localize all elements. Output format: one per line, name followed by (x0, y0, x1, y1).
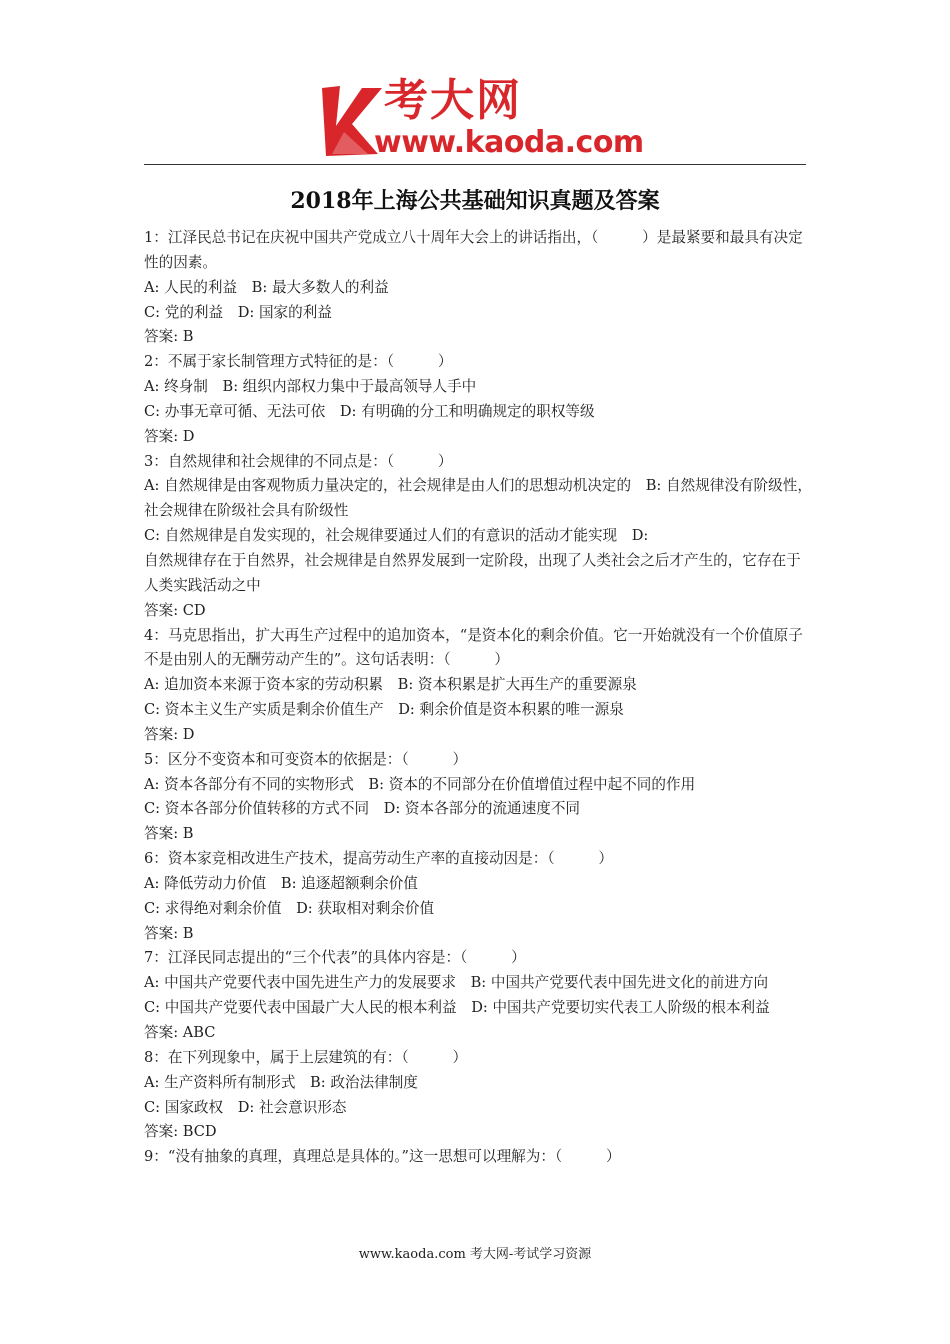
question-9-stem: 9：“没有抽象的真理，真理总是具体的。”这一思想可以理解为：（ ） (144, 1148, 621, 1166)
question-2-options-cd: C: 办事无章可循、无法可依 D: 有明确的分工和明确规定的职权等级 (144, 402, 595, 420)
question-3-answer: 答案: CD (144, 601, 206, 619)
question-7-options-cd: C: 中国共产党要代表中国最广大人民的根本利益 D: 中国共产党要切实代表工人阶级的根本利益 (144, 999, 770, 1017)
question-2-options-ab: A: 终身制 B: 组织内部权力集中于最高领导人手中 (144, 378, 477, 396)
question-3-option-d: 自然规律存在于自然界，社会规律是自然界发展到一定阶段，出现了人类社会之后才产生的，它存在于人类实践活动之中 (144, 551, 801, 594)
question-6-answer: 答案: B (144, 924, 194, 942)
question-2-answer: 答案: D (144, 427, 195, 445)
site-logo (318, 76, 648, 162)
question-1-options-cd: C: 党的利益 D: 国家的利益 (144, 303, 332, 321)
page-footer: www.kaoda.com 考大网-考试学习资源 (358, 1247, 592, 1262)
brand-name: 考大网 (384, 75, 522, 126)
question-2-stem: 2：不属于家长制管理方式特征的是：（ ） (144, 353, 453, 371)
question-1-options-ab: A: 人民的利益 B: 最大多数人的利益 (144, 278, 389, 296)
question-8-answer: 答案: BCD (144, 1123, 217, 1141)
brand-url: www.kaoda.com (374, 125, 644, 160)
question-list (144, 226, 812, 1170)
question-4-stem: 4：马克思指出，扩大再生产过程中的追加资本，“是资本化的剩余价值。它一开始就没有一个价值原子不是由别人的无酬劳动产生的”。这句话表明：（ ） (144, 626, 803, 669)
question-3-options-ab: A: 自然规律是由客观物质力量决定的，社会规律是由人们的思想动机决定的 B: 自然规律没有阶级性，社会规律在阶级社会具有阶级性 (144, 477, 812, 520)
question-5-options-ab: A: 资本各部分有不同的实物形式 B: 资本的不同部分在价值增值过程中起不同的作用 (144, 775, 696, 793)
question-7-options-ab: A: 中国共产党要代表中国先进生产力的发展要求 B: 中国共产党要代表中国先进文化的前进方向 (144, 974, 769, 992)
question-5-answer: 答案: B (144, 825, 194, 843)
question-6-options-cd: C: 求得绝对剩余价值 D: 获取相对剩余价值 (144, 899, 435, 917)
question-5-options-cd: C: 资本各部分价值转移的方式不同 D: 资本各部分的流通速度不同 (144, 800, 581, 818)
question-8-options-cd: C: 国家政权 D: 社会意识形态 (144, 1098, 347, 1116)
question-4-answer: 答案: D (144, 725, 195, 743)
question-6-options-ab: A: 降低劳动力价值 B: 追逐超额剩余价值 (144, 874, 418, 892)
page-title: 2018年上海公共基础知识真题及答案 (290, 188, 660, 214)
question-7-answer: 答案: ABC (144, 1024, 216, 1041)
question-5-stem: 5：区分不变资本和可变资本的依据是：（ ） (144, 750, 468, 768)
question-1-stem: 1：江泽民总书记在庆祝中国共产党成立八十周年大会上的讲话指出，（ ）是最紧要和最具有决定性的因素。 (144, 229, 803, 271)
question-4-options-cd: C: 资本主义生产实质是剩余价值生产 D: 剩余价值是资本积累的唯一源泉 (144, 701, 624, 719)
question-6-stem: 6：资本家竞相改进生产技术，提高劳动生产率的直接动因是：（ ） (144, 850, 613, 868)
question-7-stem: 7：江泽民同志提出的“三个代表”的具体内容是：（ ） (144, 949, 526, 967)
question-8-options-ab: A: 生产资料所有制形式 B: 政治法律制度 (144, 1073, 418, 1091)
question-3-stem: 3：自然规律和社会规律的不同点是：（ ） (144, 452, 453, 470)
question-8-stem: 8：在下列现象中，属于上层建筑的有：（ ） (144, 1048, 468, 1066)
question-4-options-ab: A: 追加资本来源于资本家的劳动积累 B: 资本积累是扩大再生产的重要源泉 (144, 676, 637, 694)
question-3-option-c: C: 自然规律是自发实现的，社会规律要通过人们的有意识的活动才能实现 D: (144, 527, 649, 545)
question-1-answer: 答案: B (144, 328, 194, 346)
header-divider (144, 164, 806, 165)
